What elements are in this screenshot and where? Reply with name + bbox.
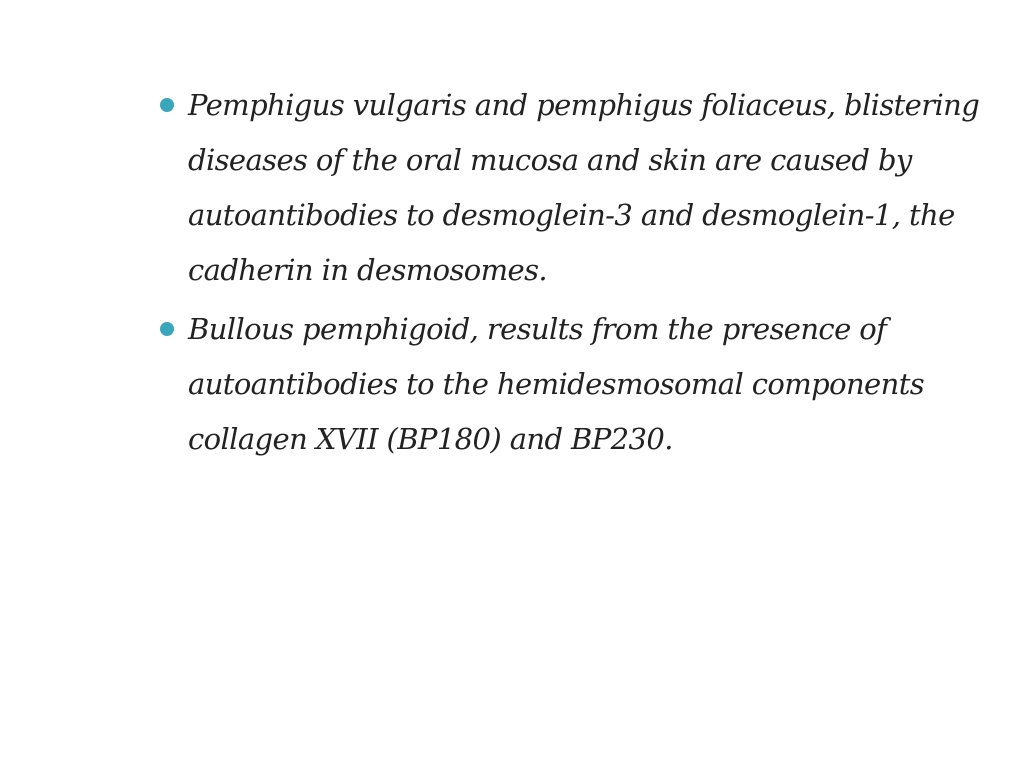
bullet-text: Bullous pemphigoid, results from the presence of autoantibodies to the hemidesmosomal components collagen XVII (BP180) and BP230. [188,312,925,456]
bullet-text: Pemphigus vulgaris and pemphigus foliaceus, blistering diseases of the oral mucosa and skin are caused by autoantibodies to desmoglein-3 and desmoglein-1, the cadherin in desmosomes. [188,88,980,287]
slide-content [160,78,990,471]
bullet-list [160,78,990,467]
bullet-item-pemphigus [160,78,990,298]
bullet-dot-icon [160,322,174,336]
bullet-dot-icon [160,98,174,112]
bullet-item-bullous-pemphigoid [160,302,990,467]
